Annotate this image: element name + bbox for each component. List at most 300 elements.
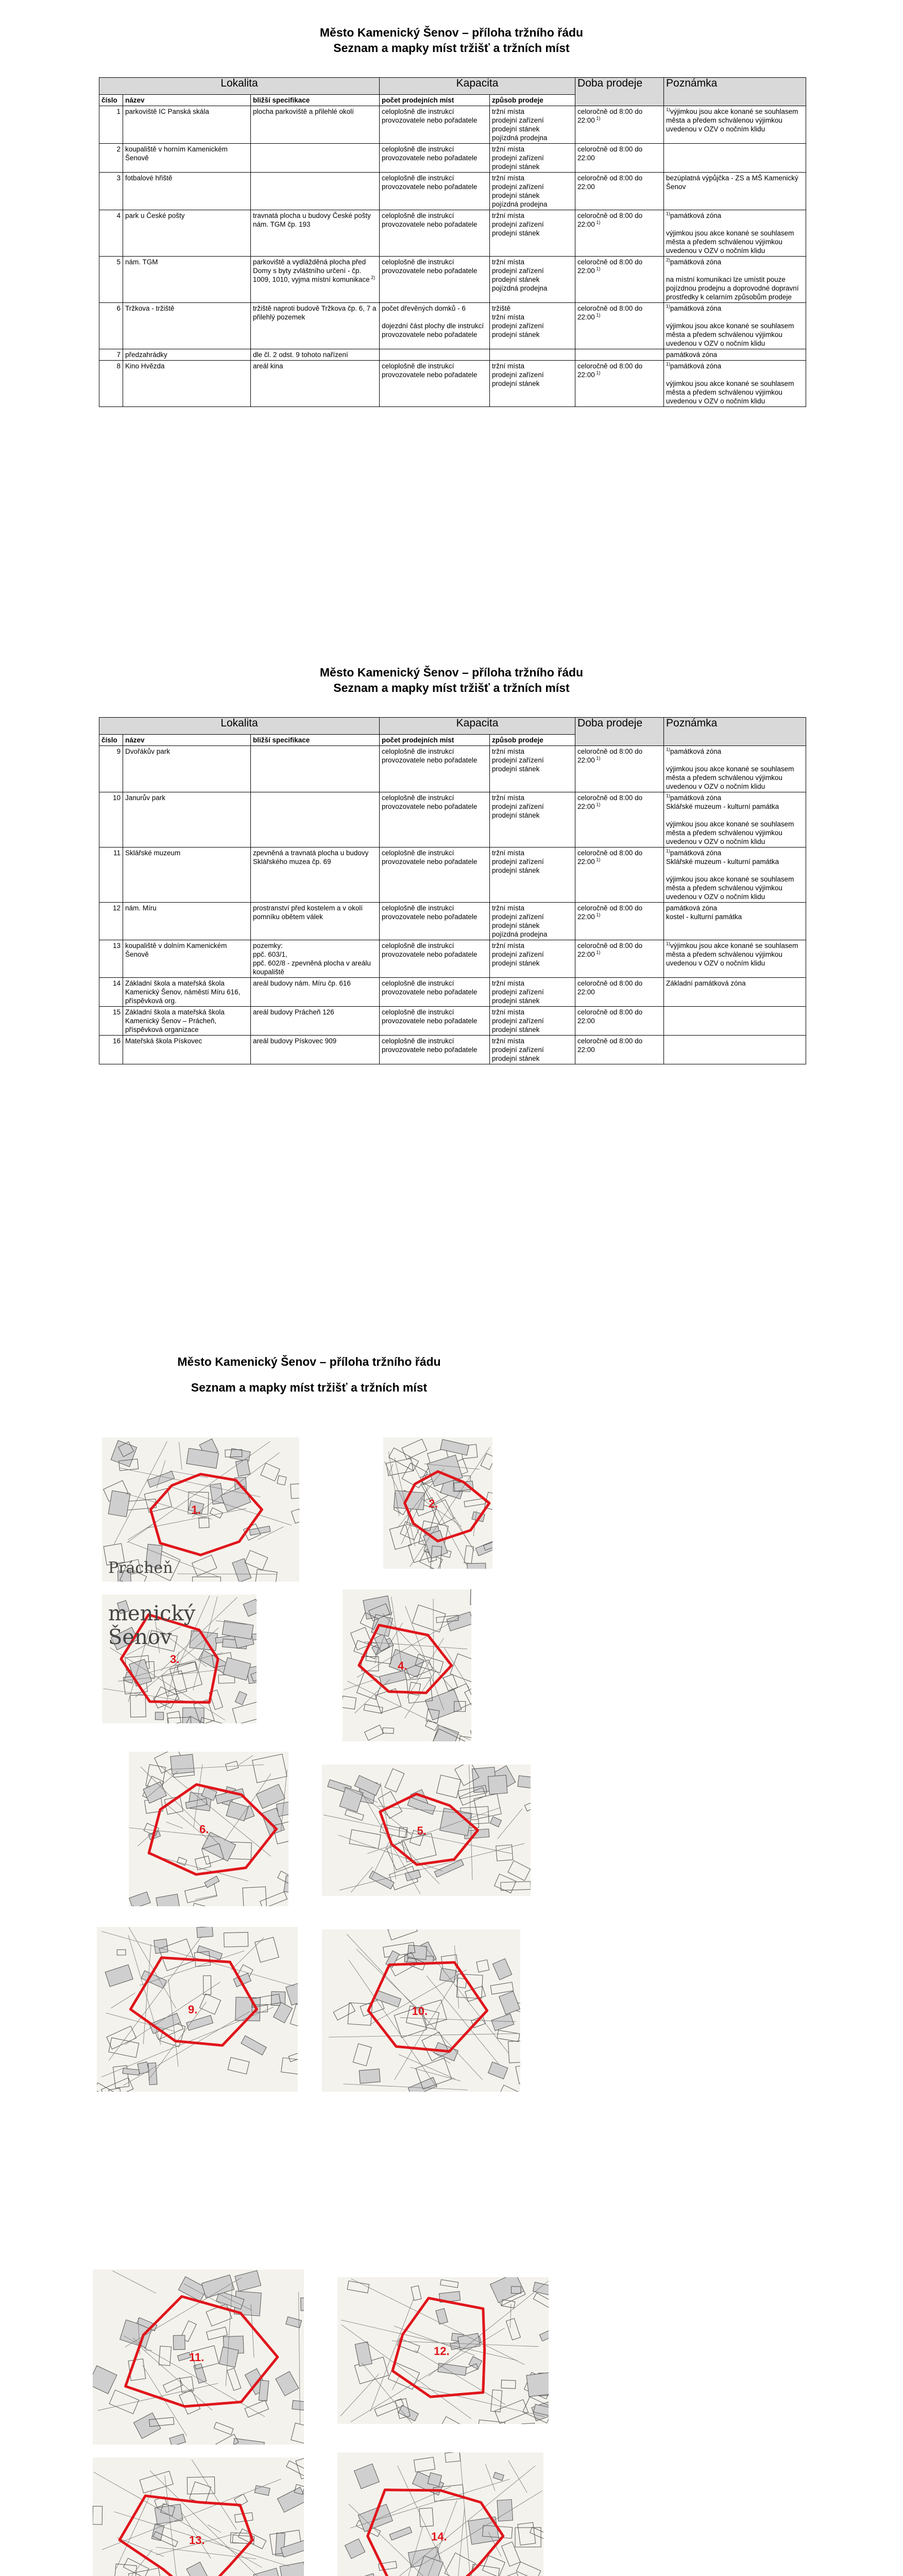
cell-nazev [123,210,251,257]
cell-pocet [380,746,490,792]
cell-nazev [123,940,251,978]
map-thumbnail [337,2277,549,2424]
table-row [99,1036,806,1064]
map-number-label: 12. [434,2344,450,2358]
cell-zpusob-text: tržní místa prodejní zařízení prodejní stánek [492,942,544,967]
cell-zpusob [490,303,575,349]
table-row [99,349,806,361]
cell-poznamka [664,1036,806,1064]
cell-blizsi [251,210,380,257]
cell-pocet [380,978,490,1007]
map-thumbnail [97,1927,298,2092]
cell-nazev-text: Kino Hvězda [125,362,165,370]
header-nazev: název [123,95,251,106]
cell-poznamka-text: výjimkou jsou akce konané se souhlasem města a předem schválenou výjimkou uvedenou v OZV o nočním klidu [666,942,798,967]
cell-nazev-text: Dvořákův park [125,748,171,755]
cell-blizsi [251,106,380,144]
cell-nazev-text: nám. TGM [125,258,158,266]
cell-doba [575,792,664,848]
cell-doba [575,1036,664,1064]
cell-cislo-text: 16 [112,1037,121,1045]
map-number-label: 13. [189,2534,205,2547]
cell-pocet-text: celoplošně dle instrukcí provozovatele nebo pořadatele [382,212,478,228]
header-pocet: počet prodejních míst [380,735,490,746]
cell-blizsi-text: prostranství před kostelem a v okolí pomníku obětem válek [253,904,363,921]
cell-poznamka-text: památková zóna výjimkou jsou akce konané se souhlasem města a předem schválenou výjimkou uvedenou v OZV o nočním klidu [666,362,794,405]
table-row [99,106,806,144]
table-row [99,848,806,903]
cell-nazev-text: parkoviště IC Panská skála [125,108,209,115]
cell-nazev-text: předzahrádky [125,351,167,359]
cell-blizsi [251,349,380,361]
cell-doba [575,303,664,349]
cell-pocet-text: celoplošně dle instrukcí provozovatele nebo pořadatele [382,1037,478,1054]
map-number-label: 11. [189,2351,205,2364]
cell-doba-text: celoročně od 8:00 do 22:00 [577,108,643,124]
cell-blizsi [251,746,380,792]
cell-blizsi [251,1036,380,1064]
header-lokalita: Lokalita [99,718,380,735]
cell-doba-text: celoročně od 8:00 do 22:00 [577,794,643,810]
table-row [99,144,806,173]
cell-cislo-text: 13 [112,942,121,950]
cell-blizsi-text: pozemky: ppč. 603/1, ppč. 602/8 - zpevněná plocha v areálu koupaliště [253,942,371,976]
cell-nazev-text: Základní škola a mateřská škola Kamenický Šenov – Prácheň, příspěvková organizace [125,1008,225,1033]
page2-title-line2: Seznam a mapky míst tržišť a tržních míst [333,681,570,694]
map-thumbnail [322,1929,520,2092]
cell-doba-text: celoročně od 8:00 do 22:00 [577,174,643,191]
cell-doba [575,106,664,144]
cell-doba-text: celoročně od 8:00 do 22:00 [577,362,643,379]
cell-cislo [99,106,123,144]
cell-poznamka [664,361,806,407]
cell-poznamka-text: památková zóna na místní komunikaci lze umístit pouze pojízdnou prodejnu a doprovodné dopravní prostředky k celarním způsobům prodeje [666,258,799,301]
cell-cislo-text: 12 [112,904,121,912]
cell-pocet-text: celoplošně dle instrukcí provozovatele nebo pořadatele [382,145,478,162]
cell-doba-text: celoročně od 8:00 do 22:00 [577,748,643,764]
cell-poznamka-text: památková zóna Sklářské muzeum - kulturní památka výjimkou jsou akce konané se souhlasem města a předem schválenou výjimkou uvedenou v OZV o nočním klidu [666,794,794,845]
cell-nazev-text: fotbalové hřiště [125,174,173,182]
cell-cislo-text: 7 [116,351,121,359]
cell-zpusob-text: tržní místa prodejní zařízení prodejní stánek pojízdná prodejna [492,904,548,938]
map-number-label: 14. [431,2530,447,2543]
cell-cislo [99,1036,123,1064]
map-thumbnail [343,1589,471,1741]
page1-title-line1: Město Kamenický Šenov – příloha tržního řádu [319,26,584,39]
cell-doba [575,978,664,1007]
map-number-label: 1. [191,1503,201,1516]
cell-pocet [380,303,490,349]
cell-cislo-text: 11 [113,849,121,857]
header-zpusob: způsob prodeje [490,735,575,746]
cell-cislo-text: 4 [116,212,121,219]
cell-zpusob-text: tržní místa prodejní zařízení prodejní stánek pojízdná prodejna [492,174,548,208]
cell-doba-text: celoročně od 8:00 do 22:00 [577,904,643,921]
cell-cislo [99,173,123,210]
cell-zpusob [490,210,575,257]
cell-nazev-text: Mateřská škola Pískovec [125,1037,202,1045]
cell-nazev-text: Janurův park [125,794,166,802]
cell-zpusob-text: tržiště tržní místa prodejní zařízení prodejní stánek [492,304,544,338]
table-row [99,940,806,978]
table-row [99,361,806,407]
header-cislo: číslo [99,95,123,106]
cell-doba-text: celoročně od 8:00 do 22:00 [577,258,643,275]
cell-zpusob [490,978,575,1007]
cell-pocet [380,210,490,257]
cell-blizsi [251,940,380,978]
cell-pocet-text: celoplošně dle instrukcí provozovatele nebo pořadatele [382,362,478,379]
cell-poznamka-text: Základní památková zóna [666,979,746,987]
cell-zpusob-text: tržní místa prodejní zařízení prodejní stánek [492,979,544,1005]
map-thumbnail [383,1437,492,1569]
cell-poznamka-footnote-mark: 1) [666,941,671,946]
cell-blizsi-footnote-mark: 2) [369,275,376,280]
cell-nazev [123,144,251,173]
cell-zpusob-text: tržní místa prodejní zařízení prodejní stánek [492,212,544,237]
cell-zpusob-text: tržní místa prodejní zařízení prodejní stánek [492,1008,544,1033]
cell-pocet-text: celoplošně dle instrukcí provozovatele nebo pořadatele [382,108,478,124]
cell-nazev-text: Tržkova - tržiště [125,304,175,312]
cell-blizsi-text: zpevněná a travnatá plocha u budovy Sklářského muzea čp. 69 [253,849,369,866]
cell-doba-footnote-mark: 1) [594,912,601,918]
cell-doba [575,173,664,210]
cell-blizsi [251,257,380,303]
cell-pocet-text: celoplošně dle instrukcí provozovatele nebo pořadatele [382,794,478,810]
cell-cislo [99,746,123,792]
cell-blizsi [251,303,380,349]
cell-blizsi-text: plocha parkoviště a přilehlé okolí [253,108,354,115]
map-place-caption: menický Šenov [108,1602,196,1649]
cell-nazev [123,903,251,940]
cell-blizsi [251,903,380,940]
cell-poznamka-footnote-mark: 1) [666,848,671,854]
map-number-label: 10. [412,2004,428,2018]
cell-nazev-text: koupaliště v dolním Kamenickém Šenově [125,942,227,958]
cell-nazev-text: Sklářské muzeum [125,849,181,857]
cell-zpusob [490,940,575,978]
cell-doba-footnote-mark: 1) [594,802,601,807]
cell-poznamka [664,940,806,978]
cell-pocet-text: celoplošně dle instrukcí provozovatele nebo pořadatele [382,849,478,866]
map-number-label: 6. [199,1823,209,1836]
cell-doba-text: celoročně od 8:00 do 22:00 [577,304,643,321]
cell-poznamka [664,106,806,144]
cell-zpusob-text: tržní místa prodejní zařízení prodejní stánek pojízdná prodejna [492,258,548,292]
cell-poznamka-text: památková zóna výjimkou jsou akce konané se souhlasem města a předem schválenou výjimkou uvedenou v OZV o nočním klidu [666,748,794,790]
cell-zpusob [490,792,575,848]
cell-blizsi-text: areál kina [253,362,283,370]
cell-pocet [380,1036,490,1064]
cell-cislo [99,848,123,903]
cell-doba-footnote-mark: 1) [594,312,601,318]
table-row [99,210,806,257]
cell-poznamka [664,978,806,1007]
cell-blizsi-text: dle čl. 2 odst. 9 tohoto nařízení [253,351,348,359]
cell-poznamka-text: památková zóna kostel - kulturní památka [666,904,742,921]
cell-zpusob [490,361,575,407]
cell-doba-footnote-mark: 1) [594,115,601,121]
cell-cislo-text: 9 [116,748,121,755]
cell-pocet-text: celoplošně dle instrukcí provozovatele nebo pořadatele [382,979,478,996]
cell-zpusob-text: tržní místa prodejní zařízení prodejní stánek [492,794,544,819]
cell-pocet-text: celoplošně dle instrukcí provozovatele nebo pořadatele [382,748,478,764]
cell-poznamka-footnote-mark: 1) [666,303,671,309]
cell-pocet-text: celoplošně dle instrukcí provozovatele nebo pořadatele [382,1008,478,1025]
market-table-1 [99,77,806,407]
cell-blizsi [251,144,380,173]
cell-poznamka-footnote-mark: 1) [666,361,671,367]
cell-doba [575,210,664,257]
cell-pocet [380,361,490,407]
cell-blizsi [251,173,380,210]
cell-blizsi-text: areál budovy Pískovec 909 [253,1037,337,1045]
cell-zpusob-text: tržní místa prodejní zařízení prodejní stánek [492,362,544,387]
cell-pocet [380,173,490,210]
table-row [99,978,806,1007]
cell-blizsi-text: areál budovy nám. Míru čp. 616 [253,979,351,987]
cell-pocet [380,257,490,303]
cell-zpusob [490,173,575,210]
map-number-label: 3. [170,1653,180,1666]
cell-poznamka-footnote-mark: 1) [666,211,671,216]
map-thumbnail [102,1595,257,1723]
header-blizsi: bližší specifikace [251,95,380,106]
cell-poznamka-footnote-mark: 2) [666,257,671,263]
cell-doba [575,848,664,903]
page1-title-line2: Seznam a mapky míst tržišť a tržních míst [333,41,570,55]
cell-zpusob [490,144,575,173]
cell-doba-footnote-mark: 1) [594,219,601,225]
cell-nazev [123,848,251,903]
cell-doba [575,903,664,940]
header-poznamka: Poznámka [664,718,806,746]
cell-doba-footnote-mark: 1) [594,266,601,272]
cell-blizsi [251,361,380,407]
cell-nazev [123,303,251,349]
map-thumbnail [129,1752,288,1906]
cell-nazev [123,1007,251,1036]
header-kapacita: Kapacita [380,78,575,95]
cell-poznamka-footnote-mark: 1) [666,747,671,752]
table-row [99,903,806,940]
cell-cislo [99,903,123,940]
cell-blizsi [251,978,380,1007]
map-number-label: 2. [429,1497,438,1510]
cell-blizsi-text: travnatá plocha u budovy České pošty nám. TGM čp. 193 [253,212,371,228]
cell-pocet-text: celoplošně dle instrukcí provozovatele nebo pořadatele [382,258,478,275]
cell-pocet [380,940,490,978]
header-kapacita: Kapacita [380,718,575,735]
cell-cislo-text: 15 [112,1008,121,1016]
cell-doba-footnote-mark: 1) [594,755,601,761]
cell-pocet [380,848,490,903]
cell-zpusob [490,1036,575,1064]
header-nazev: název [123,735,251,746]
cell-pocet-text: počet dřevěných domků - 6 dojezdní část plochy dle instrukcí provozovatele nebo pořadatele [382,304,484,338]
cell-poznamka [664,173,806,210]
cell-doba-footnote-mark: 1) [594,370,601,376]
page2-title-line1: Město Kamenický Šenov – příloha tržního řádu [319,666,584,679]
cell-poznamka [664,303,806,349]
cell-doba [575,1007,664,1036]
cell-cislo [99,792,123,848]
map-thumbnail [337,2452,543,2576]
map-thumbnail [322,1765,531,1896]
cell-zpusob [490,257,575,303]
cell-poznamka [664,746,806,792]
header-doba-prodeje: Doba prodeje [575,78,664,106]
cell-poznamka-text: památková zóna výjimkou jsou akce konané se souhlasem města a předem schválenou výjimkou uvedenou v OZV o nočním klidu [666,304,794,347]
cell-doba [575,746,664,792]
cell-doba-text: celoročně od 8:00 do 22:00 [577,212,643,228]
cell-zpusob [490,106,575,144]
cell-zpusob [490,848,575,903]
cell-poznamka [664,792,806,848]
table-row [99,1007,806,1036]
cell-nazev [123,792,251,848]
table-row [99,257,806,303]
cell-blizsi [251,792,380,848]
cell-zpusob [490,746,575,792]
cell-cislo-text: 2 [116,145,121,153]
table-row [99,792,806,848]
map-thumbnail [93,2458,304,2576]
cell-poznamka [664,144,806,173]
cell-doba-text: celoročně od 8:00 do 22:00 [577,1037,643,1054]
cell-blizsi [251,1007,380,1036]
cell-doba-text: celoročně od 8:00 do 22:00 [577,979,643,996]
cell-doba [575,940,664,978]
cell-cislo-text: 14 [112,979,121,987]
cell-poznamka [664,1007,806,1036]
cell-cislo [99,940,123,978]
map-place-caption: Prácheň [108,1559,173,1577]
cell-pocet [380,1007,490,1036]
cell-nazev-text: Základní škola a mateřská škola Kamenický Šenov, náměstí Míru 616, příspěvková org. [125,979,241,1005]
cell-nazev-text: koupaliště v horním Kamenickém Šenově [125,145,228,162]
page3-title-line2: Seznam a mapky míst tržišť a tržních míst [191,1381,428,1394]
cell-doba [575,144,664,173]
cell-nazev [123,257,251,303]
cell-zpusob-text: tržní místa prodejní zařízení prodejní stánek [492,145,544,171]
cell-poznamka [664,210,806,257]
header-cislo: číslo [99,735,123,746]
cell-pocet [380,349,490,361]
map-number-label: 9. [188,2003,198,2016]
cell-blizsi-text: parkoviště a vydlážděná plocha před Domy s byty zvláštního určení - čp. 1009, 1010, vyjma místní komunikace [253,258,370,283]
cell-pocet [380,144,490,173]
header-poznamka: Poznámka [664,78,806,106]
map-thumbnail [93,2269,304,2445]
cell-blizsi-text: areál budovy Prácheň 126 [253,1008,334,1016]
header-doba-prodeje: Doba prodeje [575,718,664,746]
cell-pocet [380,792,490,848]
cell-poznamka [664,903,806,940]
cell-cislo [99,303,123,349]
cell-doba-text: celoročně od 8:00 do 22:00 [577,942,643,958]
cell-blizsi [251,848,380,903]
cell-doba-footnote-mark: 1) [594,857,601,862]
cell-nazev-text: park u České pošty [125,212,185,219]
cell-doba [575,349,664,361]
market-table-2 [99,717,806,1064]
cell-poznamka-text: památková zóna výjimkou jsou akce konané se souhlasem města a předem schválenou výjimkou uvedenou v OZV o nočním klidu [666,212,794,255]
cell-poznamka-footnote-mark: 1) [666,107,671,112]
map-number-label: 5. [417,1824,427,1837]
cell-zpusob [490,903,575,940]
cell-zpusob [490,1007,575,1036]
cell-cislo-text: 5 [116,258,121,266]
cell-pocet [380,106,490,144]
cell-cislo [99,257,123,303]
cell-cislo [99,349,123,361]
header-blizsi: bližší specifikace [251,735,380,746]
map-thumbnail [102,1437,299,1582]
table-row [99,746,806,792]
cell-cislo [99,1007,123,1036]
cell-nazev [123,106,251,144]
cell-cislo-text: 6 [116,304,121,312]
cell-poznamka-footnote-mark: 1) [666,793,671,799]
page3-title-line1: Město Kamenický Šenov – příloha tržního řádu [177,1355,441,1368]
cell-poznamka-text: bezúplatná výpůjčka - ZS a MŠ Kamenický Šenov [666,174,798,191]
map-number-label: 4. [398,1659,407,1672]
cell-nazev [123,349,251,361]
cell-poznamka-text: památková zóna Sklářské muzeum - kulturní památka výjimkou jsou akce konané se souhlasem města a předem schválenou výjimkou uvedenou v OZV o nočním klidu [666,849,794,901]
cell-pocet-text: celoplošně dle instrukcí provozovatele nebo pořadatele [382,904,478,921]
header-lokalita: Lokalita [99,78,380,95]
cell-zpusob [490,349,575,361]
cell-doba-text: celoročně od 8:00 do 22:00 [577,1008,643,1025]
cell-poznamka-text: výjimkou jsou akce konané se souhlasem města a předem schválenou výjimkou uvedenou v OZV o nočním klidu [666,108,798,133]
cell-cislo-text: 8 [116,362,121,370]
cell-cislo-text: 10 [112,794,121,802]
cell-poznamka-text: památková zóna [666,351,718,359]
cell-cislo [99,210,123,257]
cell-poznamka [664,349,806,361]
cell-blizsi-text: tržiště naproti budově Tržkova čp. 6, 7 a přilehlý pozemek [253,304,377,321]
cell-doba-text: celoročně od 8:00 do 22:00 [577,849,643,866]
cell-nazev [123,173,251,210]
cell-nazev [123,746,251,792]
cell-nazev [123,361,251,407]
cell-poznamka [664,257,806,303]
cell-pocet [380,903,490,940]
cell-pocet-text: celoplošně dle instrukcí provozovatele nebo pořadatele [382,174,478,191]
table-row [99,173,806,210]
cell-cislo [99,978,123,1007]
cell-zpusob-text: tržní místa prodejní zařízení prodejní stánek [492,1037,544,1062]
cell-zpusob-text: tržní místa prodejní zařízení prodejní stánek pojízdná prodejna [492,108,548,142]
cell-doba-text: celoročně od 8:00 do 22:00 [577,145,643,162]
cell-doba [575,257,664,303]
cell-poznamka [664,848,806,903]
cell-doba-footnote-mark: 1) [594,950,601,955]
cell-cislo-text: 1 [116,108,121,115]
table-row [99,303,806,349]
cell-nazev [123,1036,251,1064]
header-pocet: počet prodejních míst [380,95,490,106]
cell-zpusob-text: tržní místa prodejní zařízení prodejní stánek [492,748,544,773]
cell-nazev-text: nám. Míru [125,904,157,912]
cell-cislo [99,144,123,173]
cell-cislo-text: 3 [116,174,121,182]
cell-nazev [123,978,251,1007]
header-zpusob: způsob prodeje [490,95,575,106]
cell-doba [575,361,664,407]
cell-cislo [99,361,123,407]
